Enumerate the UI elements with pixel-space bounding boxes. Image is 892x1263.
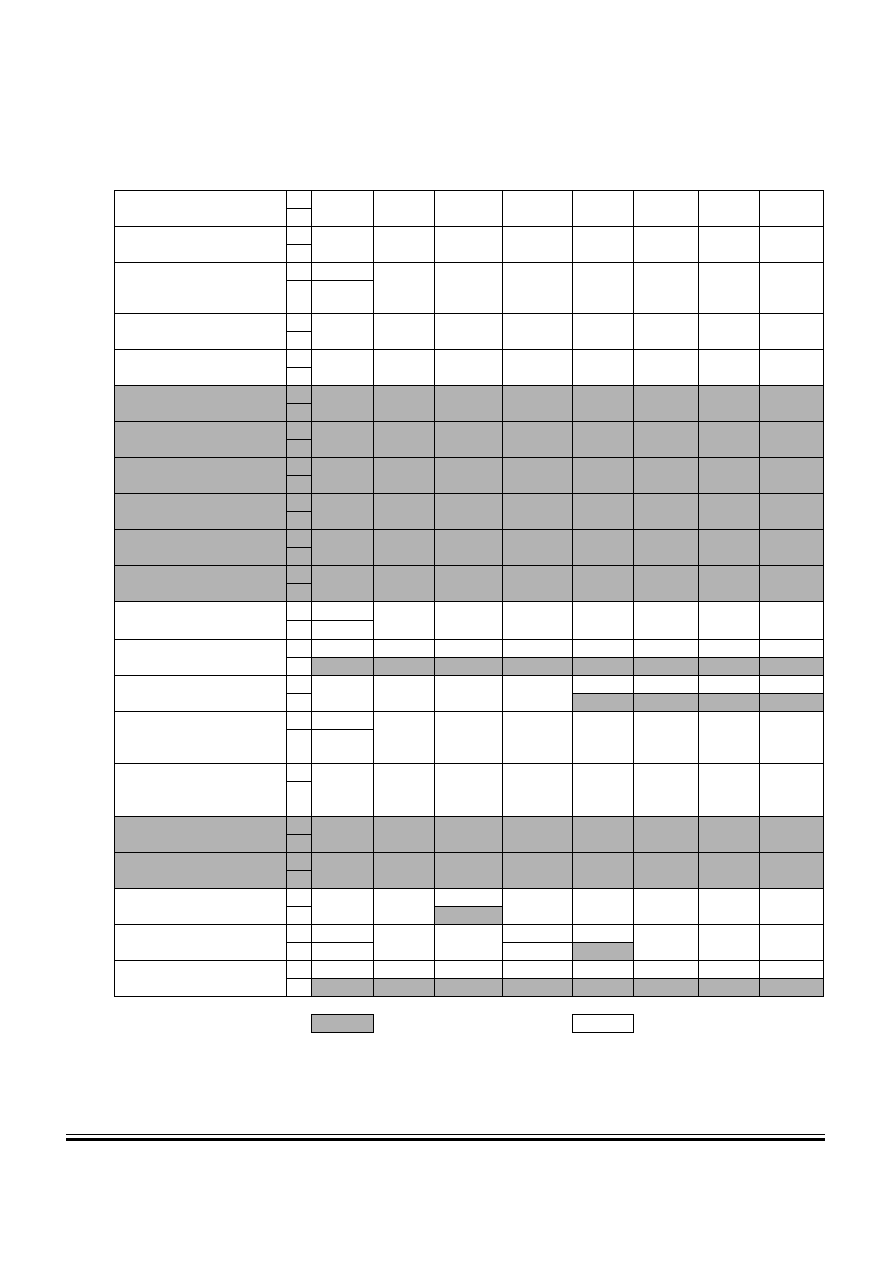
data-cell <box>502 601 573 640</box>
row-label-cell <box>114 960 287 997</box>
data-cell-lower <box>759 657 824 676</box>
row-marker-top <box>286 639 312 658</box>
data-cell <box>759 262 824 314</box>
data-cell-upper <box>502 639 573 658</box>
data-cell <box>759 457 824 494</box>
data-cell <box>633 565 699 602</box>
data-cell <box>502 763 573 817</box>
data-cell <box>502 852 573 889</box>
row-marker-bottom <box>286 511 312 530</box>
data-cell <box>698 601 760 640</box>
legend-blank-swatch <box>572 1014 634 1033</box>
data-cell-lower <box>698 693 760 712</box>
data-cell <box>502 711 573 764</box>
data-cell <box>759 385 824 422</box>
data-cell-lower <box>311 978 374 997</box>
row-label-cell <box>114 924 287 961</box>
data-cell <box>572 226 634 263</box>
row-label-cell <box>114 529 287 566</box>
data-cell <box>633 852 699 889</box>
data-cell <box>502 816 573 853</box>
data-cell <box>434 226 503 263</box>
data-cell <box>434 675 503 712</box>
data-cell <box>373 385 435 422</box>
data-cell-upper <box>633 960 699 979</box>
row-label-cell <box>114 385 287 422</box>
data-cell <box>311 457 374 494</box>
data-cell <box>698 924 760 961</box>
row-marker-top <box>286 601 312 621</box>
data-cell <box>698 421 760 458</box>
data-cell-lower <box>633 978 699 997</box>
data-cell-lower <box>311 657 374 676</box>
data-cell <box>373 190 435 227</box>
data-cell <box>373 529 435 566</box>
data-cell <box>502 262 573 314</box>
row-marker-bottom <box>286 693 312 712</box>
data-cell <box>434 852 503 889</box>
row-marker-top <box>286 675 312 694</box>
data-cell-upper <box>311 924 374 943</box>
data-cell <box>434 457 503 494</box>
data-cell-lower <box>502 942 573 961</box>
data-cell <box>759 529 824 566</box>
data-cell <box>698 763 760 817</box>
row-label-cell <box>114 675 287 712</box>
data-cell <box>633 262 699 314</box>
data-cell <box>759 313 824 350</box>
row-marker-bottom <box>286 367 312 386</box>
data-cell <box>502 888 573 925</box>
data-cell-upper <box>572 924 634 943</box>
data-cell <box>633 493 699 530</box>
row-label-cell <box>114 493 287 530</box>
data-cell-upper <box>698 675 760 694</box>
row-marker-top <box>286 313 312 332</box>
row-marker-bottom <box>286 439 312 458</box>
data-cell-lower <box>633 693 699 712</box>
data-cell-upper <box>633 639 699 658</box>
data-cell <box>311 349 374 386</box>
row-marker-top <box>286 529 312 548</box>
data-cell <box>434 313 503 350</box>
data-cell <box>434 924 503 961</box>
data-cell <box>633 601 699 640</box>
data-cell <box>633 349 699 386</box>
data-cell <box>502 190 573 227</box>
data-cell <box>311 385 374 422</box>
data-cell <box>434 816 503 853</box>
data-cell-upper <box>698 960 760 979</box>
data-cell <box>373 565 435 602</box>
row-marker-top <box>286 349 312 368</box>
data-cell <box>633 385 699 422</box>
data-cell <box>698 313 760 350</box>
data-cell-lower <box>311 280 374 314</box>
data-cell <box>373 493 435 530</box>
data-cell <box>698 711 760 764</box>
data-cell-lower <box>759 693 824 712</box>
data-cell-lower <box>373 657 435 676</box>
data-cell-lower <box>434 978 503 997</box>
data-cell <box>502 349 573 386</box>
data-cell <box>572 763 634 817</box>
row-marker-top <box>286 711 312 730</box>
data-cell <box>698 385 760 422</box>
data-cell <box>759 190 824 227</box>
legend-shaded-swatch <box>311 1014 374 1033</box>
data-cell <box>698 349 760 386</box>
data-cell <box>698 493 760 530</box>
data-cell-lower <box>698 657 760 676</box>
data-cell-lower <box>311 942 374 961</box>
row-marker-bottom <box>286 208 312 227</box>
data-cell <box>373 675 435 712</box>
data-cell <box>502 457 573 494</box>
row-marker-top <box>286 816 312 835</box>
row-marker-top <box>286 924 312 943</box>
row-marker-top <box>286 493 312 512</box>
data-cell-upper <box>311 601 374 621</box>
row-marker-top <box>286 960 312 979</box>
data-cell-upper <box>572 639 634 658</box>
data-cell <box>502 565 573 602</box>
data-cell-upper <box>759 675 824 694</box>
data-cell <box>311 226 374 263</box>
row-marker-bottom <box>286 620 312 640</box>
data-cell <box>572 190 634 227</box>
data-cell <box>373 421 435 458</box>
data-cell <box>633 763 699 817</box>
row-marker-bottom <box>286 978 312 997</box>
data-cell-upper <box>633 675 699 694</box>
data-cell-lower <box>572 693 634 712</box>
data-cell <box>698 226 760 263</box>
data-cell <box>572 711 634 764</box>
footer-rule-thick <box>66 1138 825 1141</box>
data-cell <box>502 385 573 422</box>
data-cell-upper <box>434 639 503 658</box>
data-cell <box>633 313 699 350</box>
data-cell <box>759 763 824 817</box>
data-cell-upper <box>502 924 573 943</box>
data-cell <box>502 529 573 566</box>
data-cell <box>759 711 824 764</box>
data-cell <box>572 601 634 640</box>
row-marker-bottom <box>286 942 312 961</box>
data-cell <box>502 675 573 712</box>
data-cell-lower <box>502 978 573 997</box>
data-cell <box>572 262 634 314</box>
row-marker-top <box>286 565 312 584</box>
data-cell <box>572 385 634 422</box>
data-cell <box>572 349 634 386</box>
data-cell <box>698 190 760 227</box>
row-marker-bottom <box>286 583 312 602</box>
data-cell-upper <box>759 639 824 658</box>
row-label-cell <box>114 601 287 640</box>
data-cell <box>311 763 374 817</box>
data-cell-upper <box>502 960 573 979</box>
data-cell <box>698 262 760 314</box>
data-cell <box>434 565 503 602</box>
data-cell-lower <box>502 657 573 676</box>
data-cell <box>434 493 503 530</box>
data-cell <box>633 924 699 961</box>
data-cell <box>572 888 634 925</box>
data-cell <box>759 493 824 530</box>
data-cell <box>311 852 374 889</box>
data-cell <box>572 457 634 494</box>
data-cell <box>759 601 824 640</box>
footer-rule-thin <box>66 1134 825 1135</box>
row-label-cell <box>114 313 287 350</box>
data-cell <box>311 816 374 853</box>
row-label-cell <box>114 816 287 853</box>
row-marker-top <box>286 852 312 871</box>
row-marker-bottom <box>286 244 312 263</box>
row-label-cell <box>114 421 287 458</box>
data-cell-upper <box>311 960 374 979</box>
row-label-cell <box>114 565 287 602</box>
data-cell-lower <box>633 657 699 676</box>
data-cell <box>434 421 503 458</box>
data-cell <box>759 226 824 263</box>
data-cell <box>373 457 435 494</box>
data-cell <box>311 565 374 602</box>
data-cell <box>698 565 760 602</box>
data-cell <box>633 711 699 764</box>
data-cell <box>311 190 374 227</box>
data-cell <box>434 529 503 566</box>
row-label-cell <box>114 711 287 764</box>
data-cell-lower <box>572 942 634 961</box>
row-marker-bottom <box>286 280 312 314</box>
row-marker-top <box>286 226 312 245</box>
data-cell-lower <box>759 978 824 997</box>
row-marker-bottom <box>286 906 312 925</box>
data-cell <box>633 190 699 227</box>
data-cell <box>373 601 435 640</box>
data-cell <box>633 529 699 566</box>
row-marker-top <box>286 888 312 907</box>
data-cell <box>572 816 634 853</box>
data-cell <box>572 313 634 350</box>
data-cell <box>311 675 374 712</box>
data-cell <box>502 226 573 263</box>
data-cell <box>373 924 435 961</box>
data-cell <box>373 888 435 925</box>
data-cell <box>759 924 824 961</box>
data-cell <box>698 529 760 566</box>
row-label-cell <box>114 639 287 676</box>
data-cell-lower <box>434 657 503 676</box>
data-cell <box>502 421 573 458</box>
data-cell-upper <box>759 960 824 979</box>
row-marker-bottom <box>286 331 312 350</box>
row-label-cell <box>114 888 287 925</box>
data-cell <box>311 529 374 566</box>
data-cell-lower <box>572 657 634 676</box>
data-cell <box>434 190 503 227</box>
data-cell <box>633 226 699 263</box>
data-cell <box>311 888 374 925</box>
data-cell <box>502 493 573 530</box>
row-marker-bottom <box>286 729 312 764</box>
row-marker-top <box>286 385 312 404</box>
data-cell <box>434 262 503 314</box>
data-cell <box>633 421 699 458</box>
data-cell <box>311 493 374 530</box>
data-cell <box>311 313 374 350</box>
data-cell <box>633 888 699 925</box>
row-marker-bottom <box>286 781 312 817</box>
data-cell <box>311 421 374 458</box>
data-cell <box>572 493 634 530</box>
data-cell <box>572 529 634 566</box>
data-cell <box>633 457 699 494</box>
row-label-cell <box>114 190 287 227</box>
data-cell <box>698 816 760 853</box>
data-cell <box>698 888 760 925</box>
row-marker-bottom <box>286 475 312 494</box>
data-cell <box>434 349 503 386</box>
data-cell <box>434 763 503 817</box>
data-cell-lower <box>311 729 374 764</box>
data-cell-lower <box>434 906 503 925</box>
row-marker-top <box>286 190 312 209</box>
row-label-cell <box>114 262 287 314</box>
data-cell-lower <box>698 978 760 997</box>
row-marker-bottom <box>286 657 312 676</box>
data-cell <box>759 888 824 925</box>
data-cell <box>698 852 760 889</box>
data-cell-lower <box>572 978 634 997</box>
data-cell <box>373 262 435 314</box>
data-cell <box>759 852 824 889</box>
data-cell <box>373 349 435 386</box>
data-cell <box>572 852 634 889</box>
row-marker-bottom <box>286 403 312 422</box>
row-marker-bottom <box>286 870 312 889</box>
data-cell <box>572 565 634 602</box>
row-marker-bottom <box>286 547 312 566</box>
data-cell-upper <box>572 675 634 694</box>
row-label-cell <box>114 457 287 494</box>
data-cell <box>373 226 435 263</box>
data-cell-upper <box>373 639 435 658</box>
data-cell-upper <box>311 262 374 281</box>
data-cell <box>373 763 435 817</box>
data-cell <box>759 565 824 602</box>
data-cell <box>633 816 699 853</box>
row-label-cell <box>114 226 287 263</box>
data-cell <box>759 421 824 458</box>
data-cell-upper <box>373 960 435 979</box>
data-cell-upper <box>434 888 503 907</box>
row-label-cell <box>114 763 287 817</box>
data-cell <box>434 385 503 422</box>
data-cell <box>759 816 824 853</box>
data-cell-upper <box>572 960 634 979</box>
data-cell <box>759 349 824 386</box>
data-cell <box>572 421 634 458</box>
data-cell-upper <box>698 639 760 658</box>
data-cell <box>434 601 503 640</box>
row-marker-top <box>286 262 312 281</box>
row-marker-top <box>286 421 312 440</box>
data-cell-upper <box>434 960 503 979</box>
row-marker-bottom <box>286 834 312 853</box>
data-cell <box>373 711 435 764</box>
row-marker-top <box>286 457 312 476</box>
data-cell <box>373 816 435 853</box>
data-cell <box>502 313 573 350</box>
row-label-cell <box>114 852 287 889</box>
data-cell <box>373 313 435 350</box>
data-cell-lower <box>373 978 435 997</box>
data-cell <box>698 457 760 494</box>
data-cell-lower <box>311 620 374 640</box>
data-cell-upper <box>311 711 374 730</box>
data-cell <box>373 852 435 889</box>
data-cell-upper <box>311 639 374 658</box>
data-cell <box>434 711 503 764</box>
row-label-cell <box>114 349 287 386</box>
row-marker-top <box>286 763 312 782</box>
